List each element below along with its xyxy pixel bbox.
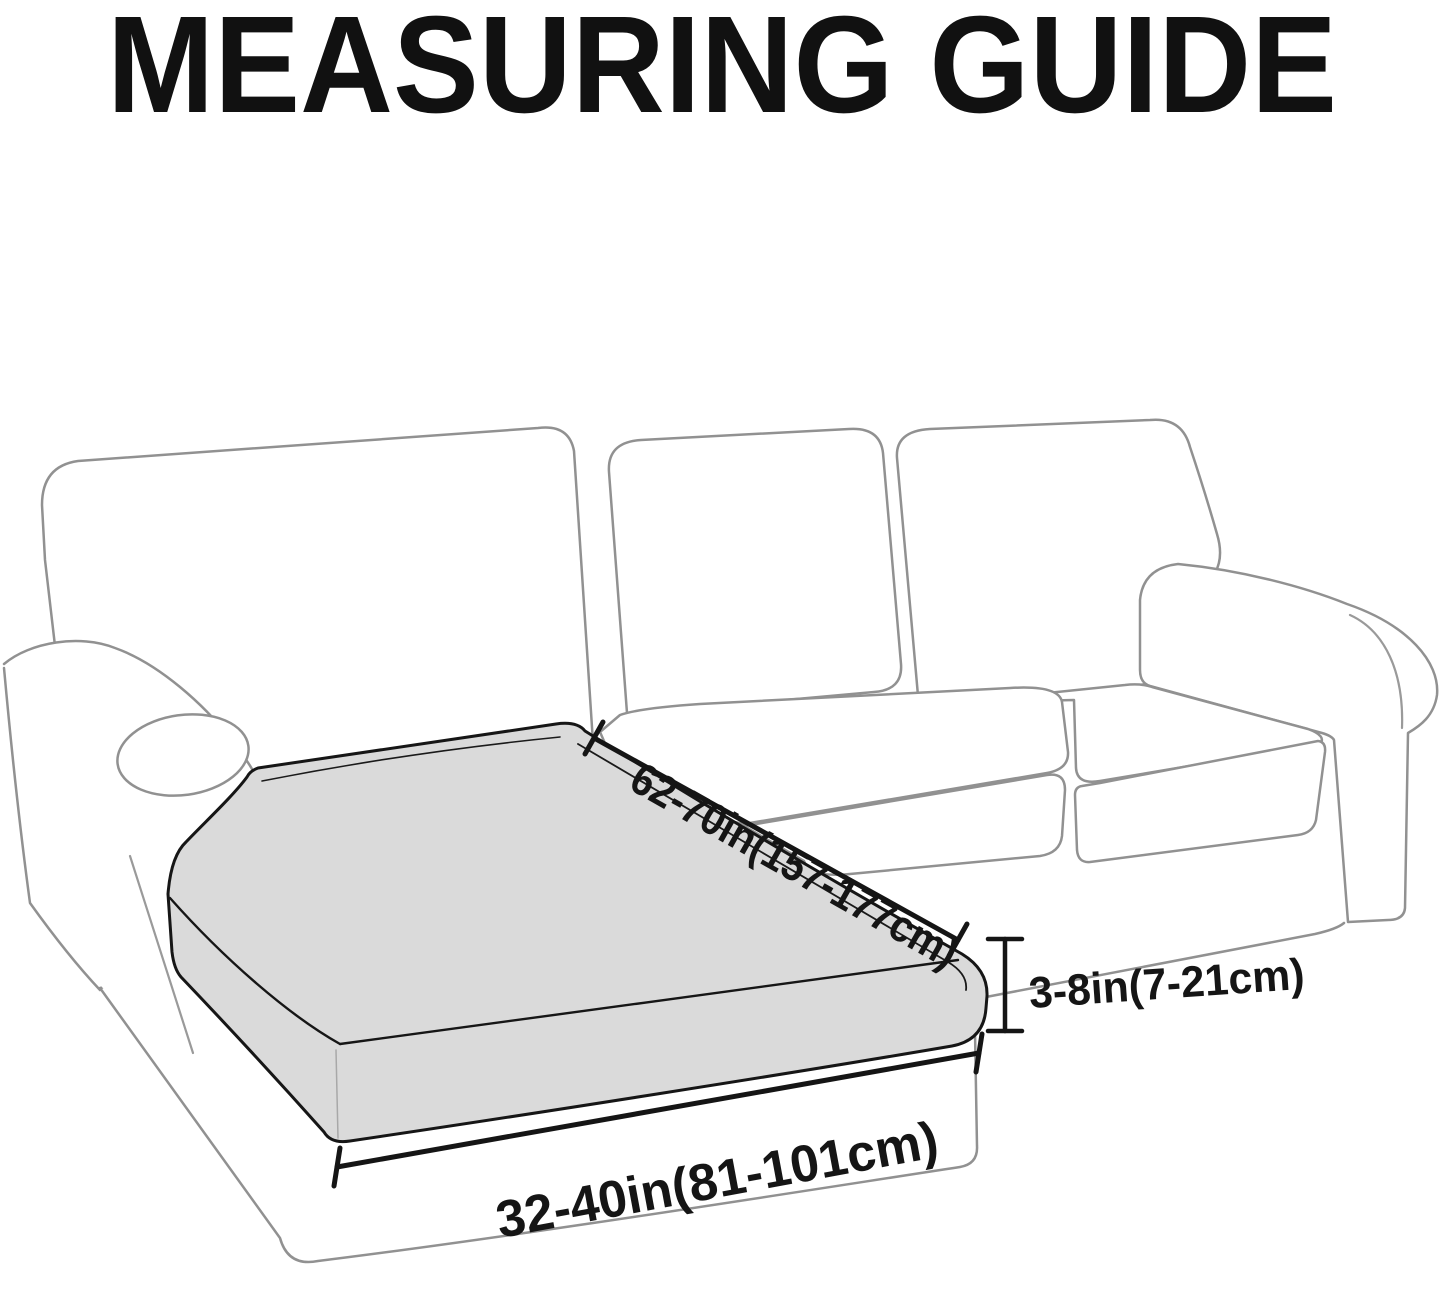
dimension-height-label: 3-8in(7-21cm): [1027, 949, 1314, 1018]
back-cushion-middle: [609, 429, 901, 713]
dimension-width-label: 32-40in(81-101cm): [491, 1110, 946, 1250]
page-title: MEASURING GUIDE: [107, 0, 1337, 142]
dimension-length-label: 62-70in(157-177cm): [622, 752, 1009, 1002]
dimension-height: [988, 939, 1022, 1031]
